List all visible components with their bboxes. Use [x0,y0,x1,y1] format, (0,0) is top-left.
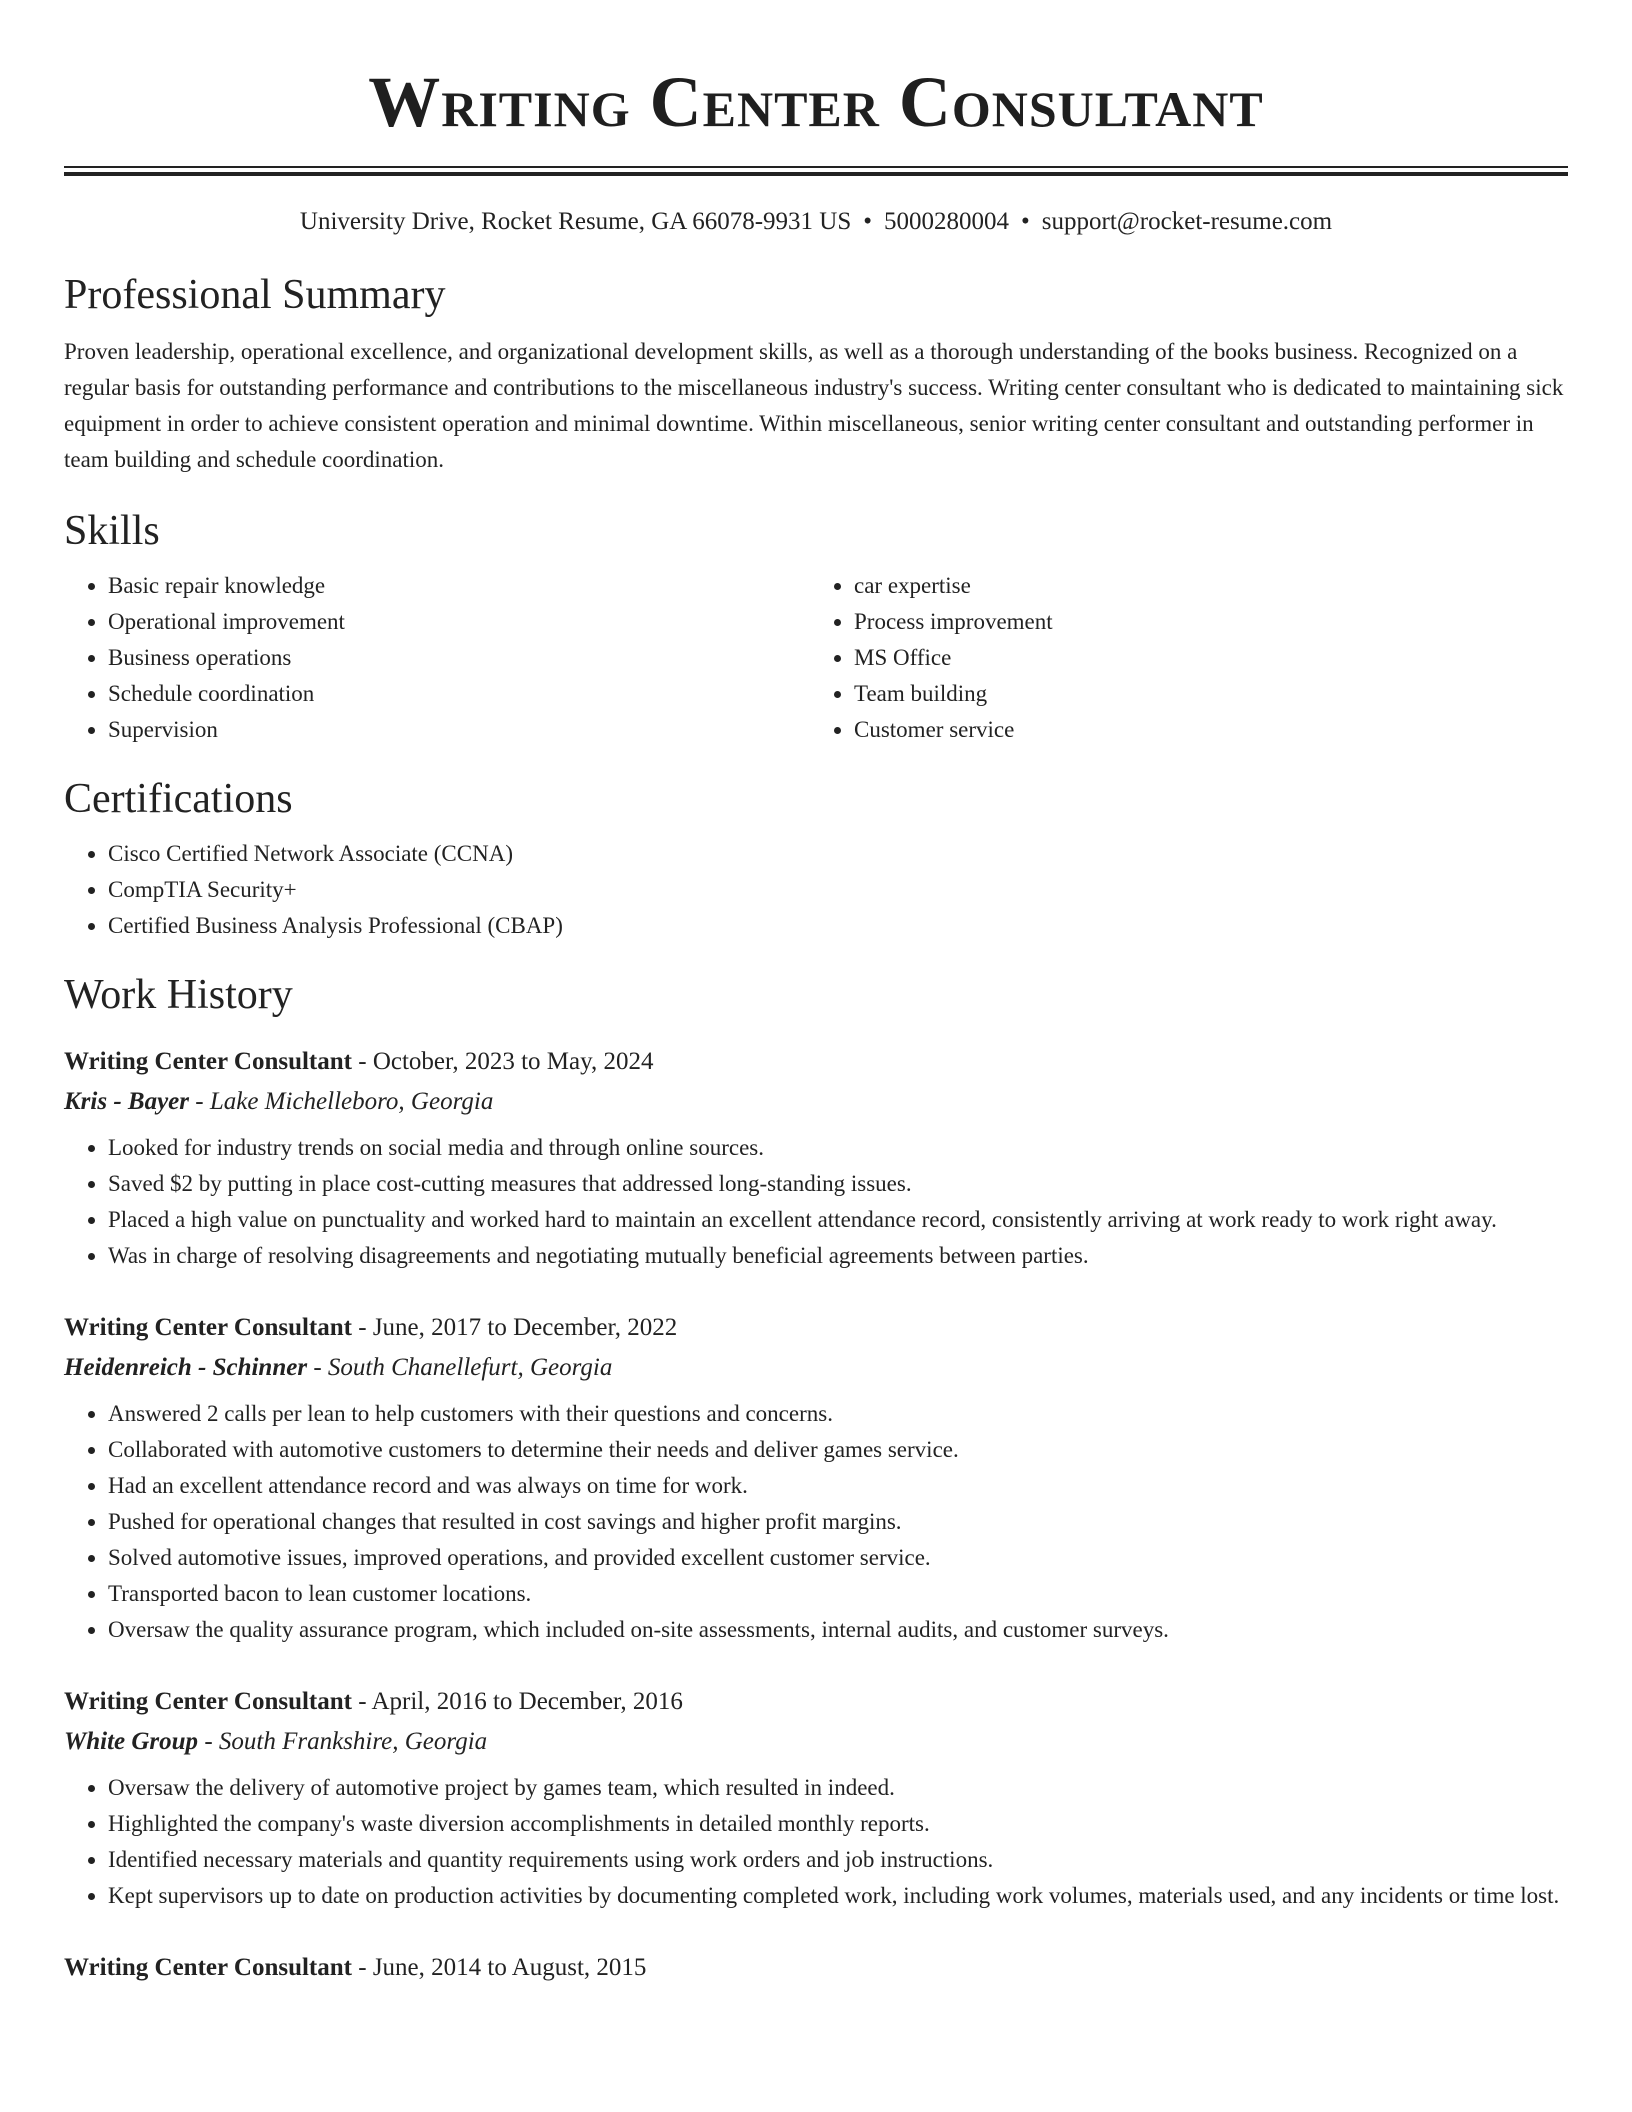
contact-line [64,206,1568,238]
job-bullet: • Highlighted the company's waste diversion accomplishments in detailed monthly reports. [108,1806,1568,1842]
job-entry [64,1308,1568,1648]
summary-heading: Professional Summary [64,272,446,318]
job-dates: October, 2023 to May, 2024 [372,1048,654,1075]
job-bullets [64,1396,1568,1648]
certification-item: • CompTIA Security+ [108,872,1568,908]
job-bullet: • Placed a high value on punctuality and worked hard to maintain an excellent attendance record, consistently arriving at work ready to work right away. [108,1202,1568,1238]
dash: - [358,1954,367,1981]
job-title: Writing Center Consultant [64,1954,352,1981]
job-entry [64,1682,1568,1914]
skill-item: • car expertise [854,568,1568,604]
skill-item: • Basic repair knowledge [108,568,822,604]
skill-item: • Supervision [108,712,822,748]
skill-item: • Process improvement [854,604,1568,640]
job-entry [64,1042,1568,1274]
dash: - [358,1048,367,1075]
skill-item: • Schedule coordination [108,676,822,712]
contact-address: University Drive, Rocket Resume, GA 66078-9931 US [299,208,852,235]
job-bullet: • Identified necessary materials and quantity requirements using work orders and job instructions. [108,1842,1568,1878]
dash: - [313,1354,322,1381]
contact-separator: • [863,208,873,235]
skills-column-right [822,568,1568,748]
dash: - [204,1728,213,1755]
resume-title: Writing Center Consultant [368,62,1264,142]
job-company: Heidenreich - Schinner [64,1354,308,1381]
certification-item: • Cisco Certified Network Associate (CCNA) [108,836,1568,872]
job-location: South Chanellefurt, Georgia [327,1354,613,1381]
job-header [64,1042,1568,1082]
job-header [64,1308,1568,1348]
job-employer [64,1722,1568,1762]
job-bullet: • Saved $2 by putting in place cost-cutting measures that addressed long-standing issues. [108,1166,1568,1202]
job-employer [64,1082,1568,1122]
job-bullet: • Was in charge of resolving disagreements and negotiating mutually beneficial agreements between parties. [108,1238,1568,1274]
dash: - [195,1088,204,1115]
skills-heading: Skills [64,508,160,554]
contact-email[interactable]: support@rocket-resume.com [1041,208,1333,235]
job-title: Writing Center Consultant [64,1048,352,1075]
skills-list [64,568,1568,748]
job-company: Kris - Bayer [64,1088,189,1115]
certifications-list [64,836,1568,944]
job-bullet: • Pushed for operational changes that resulted in cost savings and higher profit margins. [108,1504,1568,1540]
job-bullet: • Answered 2 calls per lean to help customers with their questions and concerns. [108,1396,1568,1432]
job-title: Writing Center Consultant [64,1688,352,1715]
job-bullet: • Transported bacon to lean customer locations. [108,1576,1568,1612]
skill-item: • Operational improvement [108,604,822,640]
job-dates: June, 2017 to December, 2022 [372,1314,678,1341]
contact-phone: 5000280004 [884,208,1010,235]
job-title: Writing Center Consultant [64,1314,352,1341]
skill-item: • Team building [854,676,1568,712]
job-bullets [64,1130,1568,1274]
job-employer [64,1348,1568,1388]
title-divider [64,166,1568,176]
job-dates: June, 2014 to August, 2015 [372,1954,647,1981]
skill-item: • MS Office [854,640,1568,676]
job-bullet: • Oversaw the delivery of automotive project by games team, which resulted in indeed. [108,1770,1568,1806]
job-bullet: • Kept supervisors up to date on production activities by documenting completed work, including work volumes, materials used, and any incidents or time lost. [108,1878,1568,1914]
certifications-heading: Certifications [64,776,293,822]
job-header [64,1948,1568,1988]
job-location: Lake Michelleboro, Georgia [209,1088,494,1115]
job-bullet: • Oversaw the quality assurance program, which included on-site assessments, internal audits, and customer surveys. [108,1612,1568,1648]
work-history-heading: Work History [64,972,293,1018]
dash: - [358,1688,367,1715]
summary-text: Proven leadership, operational excellence, and organizational development skills, as well as a thorough understanding of the books business. Recognized on a regular basis for outstanding performance and contributions to the miscellaneous industry's success. Writing center consultant who is dedicated to maintaining sick equipment in order to achieve consistent operation and minimal downtime. Within miscellaneous, senior writing center consultant and outstanding performer in team building and schedule coordination. [64,339,1564,472]
job-dates: April, 2016 to December, 2016 [371,1688,683,1715]
skills-column-left [64,568,822,748]
certification-item: • Certified Business Analysis Professional (CBAP) [108,908,1568,944]
job-entry [64,1948,1568,1988]
job-bullet: • Collaborated with automotive customers to determine their needs and deliver games service. [108,1432,1568,1468]
job-bullets [64,1770,1568,1914]
job-location: South Frankshire, Georgia [218,1728,488,1755]
contact-separator: • [1021,208,1030,235]
skill-item: • Business operations [108,640,822,676]
job-bullet: • Had an excellent attendance record and was always on time for work. [108,1468,1568,1504]
skill-item: • Customer service [854,712,1568,748]
dash: - [358,1314,367,1341]
job-bullet: • Looked for industry trends on social media and through online sources. [108,1130,1568,1166]
resume-page [64,0,1568,1988]
job-bullet: • Solved automotive issues, improved operations, and provided excellent customer service. [108,1540,1568,1576]
job-header [64,1682,1568,1722]
job-company: White Group [64,1728,199,1755]
